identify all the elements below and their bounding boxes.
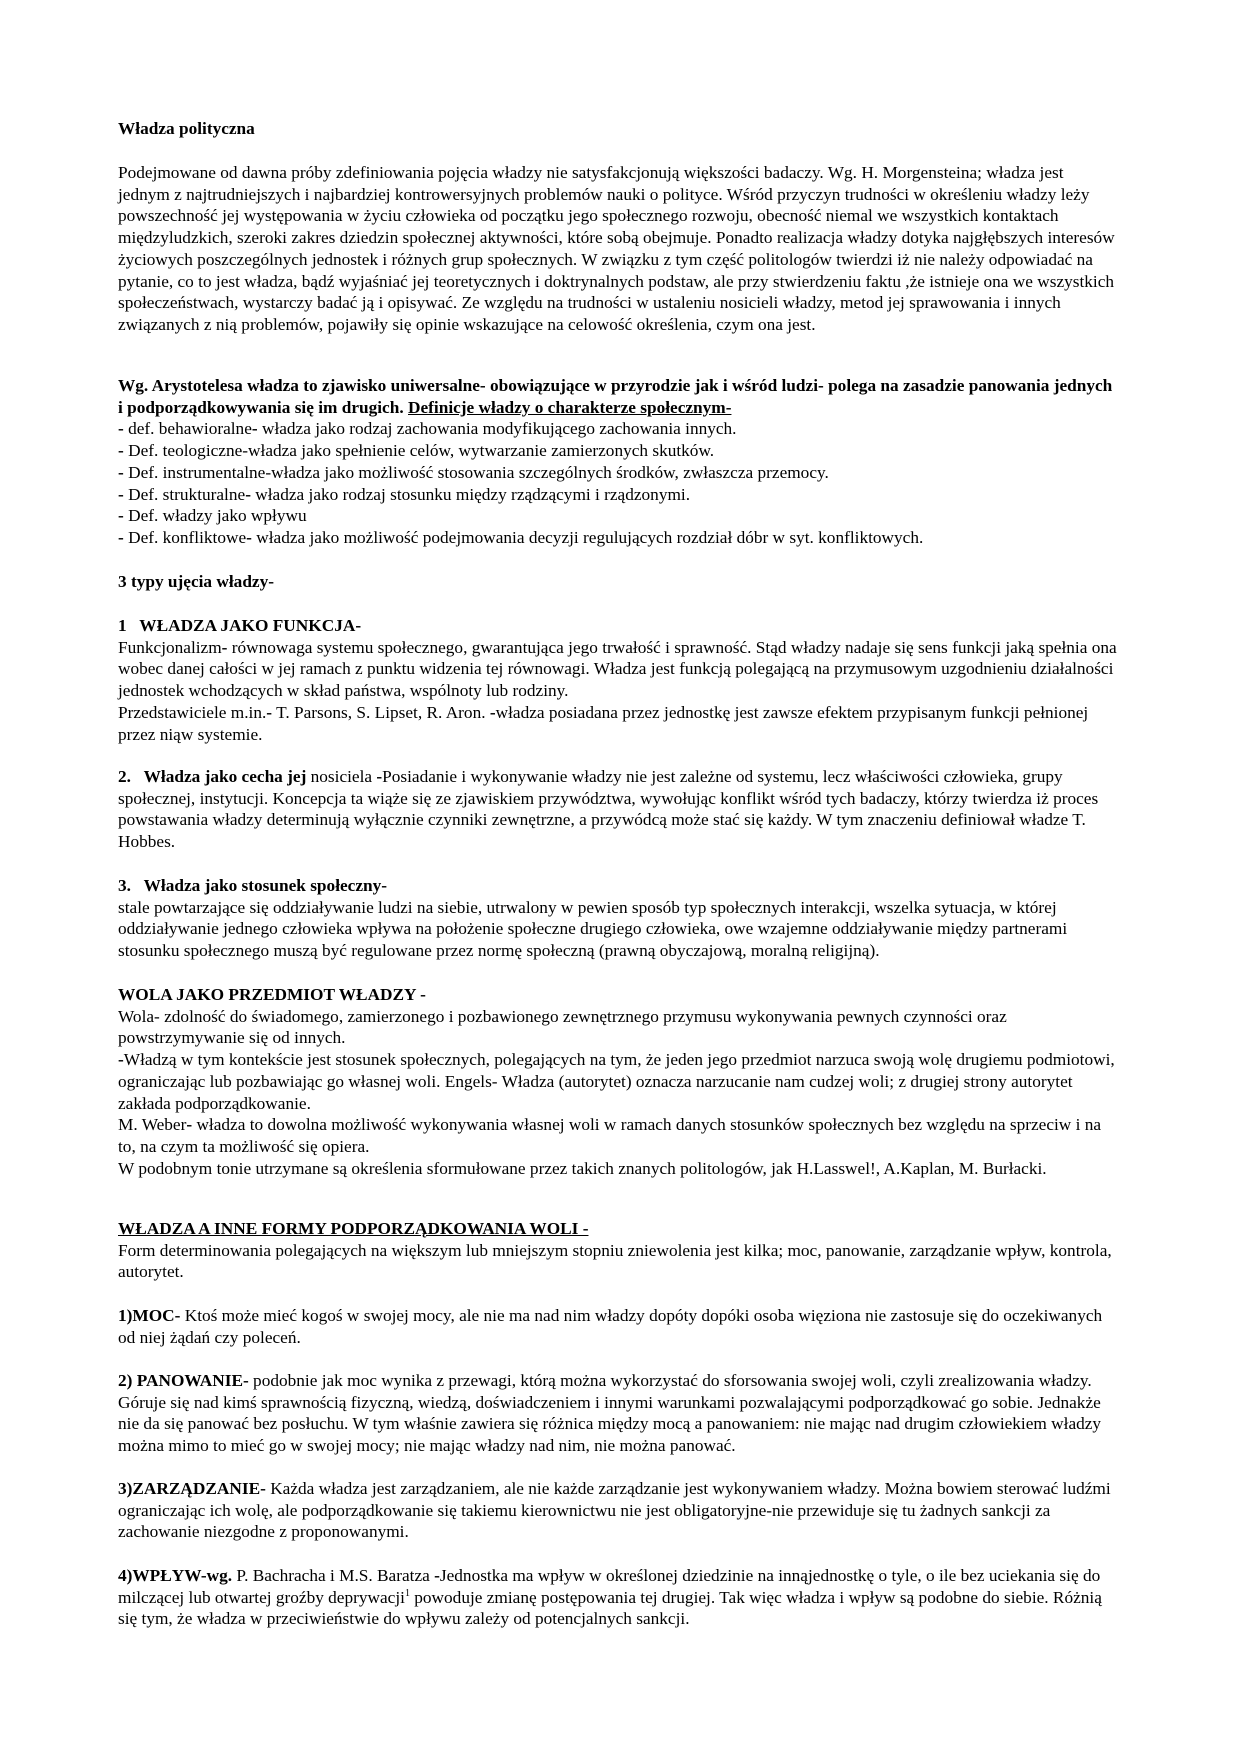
panowanie-paragraph: 2) PANOWANIE- podobnie jak moc wynika z przewagi, którą można wykorzystać do sforsowania swojej woli, czyli zrealizowania władzy. Góruje się nad kimś sprawnością fizyczną, wiedzą, doświadczeniem i innymi warunkami pozwalającymi podporządkować go sobie. Jednakże nie da się panować bez posłuchu. W tym właśnie zawiera się różnica między mocą a panowaniem: nie mając nad drugim człowiekiem władzy można mimo to mieć go w swojej mocy; nie mając władzy nad nim, nie można panować. — [118, 1371, 1102, 1456]
moc-label: 1)MOC- — [118, 1306, 181, 1325]
functionalism-paragraph: Funkcjonalizm- równowaga systemu społecznego, gwarantująca jego trwałość i sprawność. Stąd władzy nadaje się sens funkcji jaką spełnia ona wobec danej całości w jej ramach z punktu widzenia tej równowagi. Władza jest funkcją polegającą na przymusowym uzgodnieniu działalności jednostek wchodzących w skład państwa, wspólnoty lub rodziny. — [118, 637, 1117, 701]
moc-paragraph: 1)MOC- Ktoś może mieć kogoś w swojej mocy, ale nie ma nad nim władzy dopóty dopóki osoba więziona nie zastosuje się do oczekiwanych od niej żądań czy poleceń. — [118, 1306, 1103, 1347]
footnote-marker[interactable]: 1 — [404, 1587, 410, 1599]
wplyw-paragraph: 4)WPŁYW-wg. P. Bachracha i M.S. Baratza -Jednostka ma wpływ w określonej dziedzinie na innąjednostkę o tyle, o ile bez uciekania się do milczącej lub otwartej groźby deprywacji$^1$ powoduje zmianę postępowania tej drugiej. Tak więc władza i wpływ są podobne do siebie. Różnią się tym, że władza w przeciwieństwie do wpływu zależy od potencjalnych sankcji. — [118, 1566, 1102, 1629]
section-will — [118, 984, 1118, 1179]
panowanie-label: 2) PANOWANIE- — [118, 1371, 249, 1390]
section-heading: 3. Władza jako stosunek społeczny- — [118, 876, 388, 895]
zarzadzanie-paragraph: 3)ZARZĄDZANIE- Każda władza jest zarządzaniem, ale nie każde zarządzanie jest wykonywaniem władzy. Można bowiem sterować ludźmi ograniczając ich wolę, ale podporządkowanie się takiemu kierownictwu nie jest obligatoryjne-nie przewiduje się tu żadnych sankcji za zachowanie niezgodne z proponowanymi. — [118, 1479, 1111, 1542]
section-heading: WŁADZA A INNE FORMY PODPORZĄDKOWANIA WOLI - — [118, 1219, 589, 1238]
section-attribute: 2. Władza jako cecha jej nosiciela -Posiadanie i wykonywanie władzy nie jest zależne od systemu, lecz właściwości człowieka, grupy społecznej, instytucji. Koncepcja ta wiąże się ze zjawiskiem przywództwa, wywołując konflikt wśród tych badaczy, którzy twierdza iż proces powstawania władzy determinują wyłącznie czynniki zewnętrzne, a przywódcą może stać się każdy. W tym znaczeniu definiował władze T. Hobbes. — [118, 767, 1099, 852]
definition-item: - def. behawioralne- władza jako rodzaj zachowania modyfikującego zachowania innych. — [118, 419, 737, 439]
types-heading: 3 typy ujęcia władzy- — [118, 572, 274, 591]
section-attribute-heading: Władza jako cecha jej — [143, 767, 307, 786]
definitions-section — [118, 375, 1118, 549]
wplyw-label: 4)WPŁYW-wg. — [118, 1566, 233, 1585]
will-paragraph: -Władzą w tym kontekście jest stosunek społecznych, polegających na tym, że jeden jego przedmiot narzuca swoją wolę drugiemu podmiotowi, ograniczając lub pozbawiając go własnej woli. Engels- Władza (autorytet) oznacza narzucanie nam cudzej woli; z drugiej strony autorytet zakłada podporządkowanie. — [118, 1050, 1115, 1113]
arystoteles-bold: Wg. Arystotelesa władza to zjawisko uniwersalne- obowiązujące w przyrodzie jak i wśród ludzi- polega na zasadzie panowania jednych i podporządkowywania się im drugich. — [118, 376, 1113, 417]
definition-item: - Def. konfliktowe- władza jako możliwość podejmowania decyzji regulujących rozdział dóbr w syt. konfliktowych. — [118, 527, 924, 547]
section-other-forms — [118, 1218, 1118, 1283]
section-heading: 1 WŁADZA JAKO FUNKCJA- — [118, 616, 362, 635]
section-function — [118, 615, 1118, 745]
definitions-heading: Definicje władzy o charakterze społecznym- — [408, 397, 732, 417]
intro-paragraph: Podejmowane od dawna próby zdefiniowania pojęcia władzy nie satysfakcjonują większości badaczy. Wg. H. Morgensteina; władza jest jednym z najtrudniejszych i najbardziej kontrowersyjnych problemów nauki o polityce. Wśród przyczyn trudności w określeniu władzy leży powszechność jej występowania w życiu człowieka od początku jego społecznego rozwoju, obecność niemal we wszystkich kontaktach międzyludzkich, szeroki zakres dziedzin społecznej aktywności, które sobą obejmuje. Ponadto realizacja władzy dotyka najgłębszych interesów życiowych poszczególnych jednostek i różnych grup społecznych. W związku z tym część politologów twierdzi iż nie należy odpowiadać na pytanie, co to jest władza, bądź wyjaśniać jej teoretycznych i doktrynalnych podstaw, ale przy stwierdzeniu faktu ,że istnieje ona we wszystkich społeczeństwach, wystarczy badać ją i opisywać. Ze względu na trudności w ustaleniu nosicieli władzy, metod jej sprawowania i innych związanych z nią problemów, pojawiły się opinie wskazujące na celowość określenia, czym ona jest. — [118, 163, 1115, 334]
zarzadzanie-label: 3)ZARZĄDZANIE- — [118, 1479, 266, 1498]
definition-item: - Def. teologiczne-władza jako spełnienie celów, wytwarzanie zamierzonych skutków. — [118, 441, 715, 461]
representatives-paragraph: Przedstawiciele m.in.- T. Parsons, S. Lipset, R. Aron. -władza posiadana przez jednostkę jest zawsze efektem przypisanym funkcji pełnionej przez niąw systemie. — [118, 702, 1089, 744]
arystoteles-paragraph — [118, 375, 1118, 418]
section-relation — [118, 875, 1118, 962]
definition-item: - Def. strukturalne- władza jako rodzaj stosunku między rządzącymi i rządzonymi. — [118, 484, 691, 504]
document-title: Władza polityczna — [118, 119, 255, 138]
will-definition: Wola- zdolność do świadomego, zamierzonego i pozbawionego zewnętrznego przymusu wykonywania pewnych czynności oraz powstrzymywanie się od innych. — [118, 1006, 1007, 1048]
relation-paragraph: stale powtarzające się oddziaływanie ludzi na siebie, utrwalony w pewien sposób typ społecznych interakcji, wszelka sytuacja, w której oddziaływanie jednego człowieka wpływa na położenie społeczne drugiego człowieka, owe wzajemne oddziaływanie między partnerami stosunku społecznego muszą być regulowane przez normę społeczną (prawną obyczajową, moralną religijną). — [118, 897, 1068, 961]
other-forms-paragraph: Form determinowania polegających na większym lub mniejszym stopniu zniewolenia jest kilka; moc, panowanie, zarządzanie wpływ, kontrola, autorytet. — [118, 1240, 1112, 1282]
definition-item: - Def. władzy jako wpływu — [118, 506, 307, 526]
section-heading: WOLA JAKO PRZEDMIOT WŁADZY - — [118, 985, 426, 1004]
definition-item: - Def. instrumentalne-władza jako możliwość stosowania szczególnych środków, zwłaszcza przemocy. — [118, 462, 829, 482]
weber-paragraph: M. Weber- władza to dowolna możliwość wykonywania własnej woli w ramach danych stosunków społecznych bez względu na sprzeciw i na to, na czym ta możliwość się opiera. — [118, 1115, 1102, 1156]
politologists-paragraph: W podobnym tonie utrzymane są określenia sformułowane przez takich znanych politologów, jak H.Lasswel!, A.Kaplan, M. Burłacki. — [118, 1158, 1047, 1178]
